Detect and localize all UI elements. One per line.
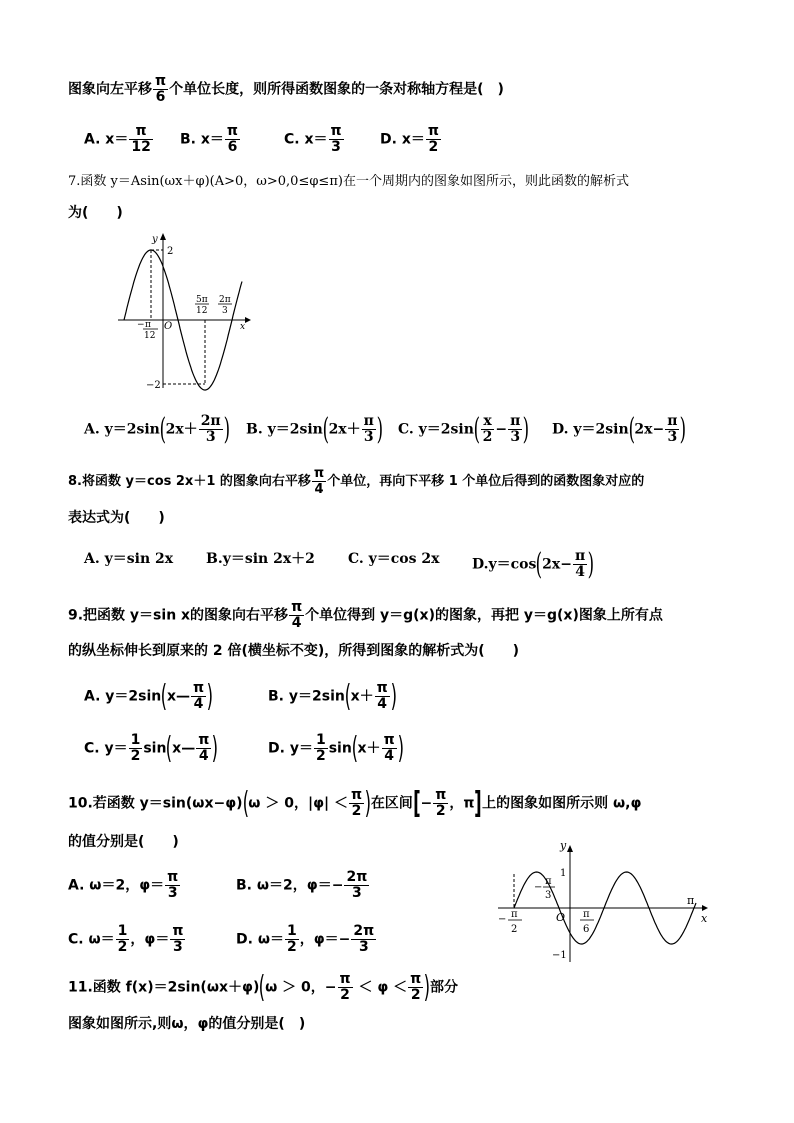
q10-npi2-d: 2: [511, 924, 518, 935]
q6-stem-b: 个单位长度，则所得函数图象的一条对称轴方程是( ): [169, 81, 504, 98]
q6-stem-a: 图象向左平移: [68, 81, 152, 98]
q11-cond-n1: π: [339, 971, 351, 987]
q9-opt-d-label: D. y＝: [268, 740, 313, 757]
q6-opt-d-d: 2: [428, 139, 439, 155]
q11-line1-a: 11.函数 f(x)＝2sin(ωx＋φ): [68, 979, 260, 996]
q7-xr-n: 2π: [219, 295, 231, 305]
q6-option-a: [84, 124, 154, 155]
q10-option-b: [236, 870, 370, 901]
q7-opt-c-d: 2: [482, 429, 493, 445]
q7-y-bottom-label: −2: [146, 380, 161, 391]
q9-opt-c-label: C. y＝: [84, 740, 128, 757]
q9-opt-a-d: 4: [193, 696, 204, 712]
q7-opt-b-label: B. y＝2sin: [246, 421, 323, 438]
q10-opt-d-d: 3: [358, 939, 369, 955]
q6-opt-d-n: π: [427, 123, 439, 139]
q6-option-c: [284, 124, 345, 155]
q8-line1: [68, 466, 644, 497]
q10-opt-b-n: 2π: [346, 869, 368, 885]
q7-opt-a-d: 3: [205, 429, 216, 445]
q7-opt-d-inner: 2x−: [634, 421, 665, 438]
q7-x-arrow: [245, 317, 251, 323]
q9-opt-b-label: B. y＝2sin: [268, 688, 345, 705]
q7-opt-d-d: 3: [667, 429, 678, 445]
q9-opt-d-cd: 2: [315, 748, 326, 764]
q10-npi3-d: 3: [545, 890, 552, 901]
q6-opt-b-label: B. x＝: [180, 131, 224, 148]
q7-opt-d-n: π: [667, 413, 678, 429]
q7-opt-c-d2: 3: [510, 429, 521, 445]
q7-opt-c-n2: π: [510, 413, 521, 429]
q10-opt-c-wn: 1: [117, 923, 128, 939]
q10-opt-d-wn: 1: [286, 923, 297, 939]
q6-opt-c-d: 3: [331, 139, 341, 155]
q8-opt-d-d: 4: [575, 564, 585, 580]
q7-option-b: B. y＝2sin(2x＋ $\frac{\pi}{3}$ ): [246, 411, 383, 447]
q9-option-b: B. y＝2sin(x＋ $\frac{\pi}{4}$ ): [268, 678, 397, 714]
q9-option-c: C. y＝ $\frac{1}{2}$ sin(x— $\frac{\pi}{4}$ ): [84, 730, 219, 766]
q6-opt-b-n: π: [226, 123, 238, 139]
q10-opt-a-n: π: [167, 869, 179, 885]
q7-option-a: A. y＝2sin(2x＋ $\frac{2\pi}{3}$ ): [84, 411, 230, 447]
q8-line1-b: 个单位，再向下平移 1 个单位后得到的函数图象对应的: [327, 474, 645, 489]
q10-opt-c-d: 3: [173, 939, 183, 955]
q8-line1-a: 8.将函数 y＝cos 2x＋1 的图象向右平移: [68, 474, 311, 489]
q8-opt-d-n: π: [574, 548, 586, 564]
q9-opt-c-n: π: [198, 732, 210, 748]
q9-opt-a-label: A. y＝2sin: [84, 688, 162, 705]
q9-line2: 的纵坐标伸长到原来的 2 倍(横坐标不变)，所得到图象的解析式为( ): [68, 643, 520, 659]
q6-opt-a-label: A. x＝: [84, 131, 129, 148]
q7-xm-n: 5π: [196, 295, 208, 305]
q10-npi3-sign: −: [534, 882, 543, 893]
q10-int-n: π: [435, 787, 447, 803]
q9-opt-d-sin: sin: [328, 740, 352, 757]
q6-option-d: [380, 124, 442, 155]
q8-opt-d-inner: 2x−: [542, 556, 572, 573]
q10-opt-d-wd: 2: [286, 939, 297, 955]
q8-option-d: D.y＝cos(2x− $\frac{\pi}{4}$ ): [472, 546, 595, 582]
q7-line1: 7.函数 y＝Asin(ωx＋φ)(A>0，ω>0,0≤φ≤π)在一个周期内的图象如图所示，则此函数的解析式: [68, 174, 629, 189]
q6-opt-c-label: C. x＝: [284, 131, 328, 148]
q10-x-arrow: [702, 905, 708, 911]
q10-int-d: 2: [435, 803, 446, 819]
q8-option-c: C. y＝cos 2x: [348, 551, 440, 567]
q9-opt-a-n: π: [193, 680, 205, 696]
q10-cond-n: π: [351, 787, 363, 803]
q10-opt-c-wd: 2: [117, 939, 128, 955]
q10-cond-d: 2: [351, 803, 362, 819]
q7-option-c: C. y＝2sin( $\frac{x}{2}$ − $\frac{\pi}{3}$ ): [398, 411, 530, 447]
q7-opt-c-n: x: [481, 414, 495, 430]
q10-line1: 10.若函数 y＝sin(ωx−φ)(ω ＞ 0，|φ| ＜ $\frac{\pi}{2}$ )在区间[− $\frac{\pi}{2}$ ，π]上的图象如图所示则 ω,φ: [68, 785, 642, 821]
q9-opt-d-cn: 1: [315, 732, 326, 748]
q10-opt-b-d: 3: [352, 885, 362, 901]
q7-graph: [110, 228, 260, 394]
q9-opt-b-inner: x＋: [350, 688, 374, 705]
q8-frac-d: 4: [314, 482, 324, 497]
q9-opt-b-d: 4: [377, 696, 387, 712]
q7-opt-a-inner: 2x＋: [165, 421, 198, 438]
q7-opt-c-inner: −: [495, 421, 508, 438]
q9-opt-c-cd: 2: [130, 748, 141, 764]
q9-opt-a-inner: x—: [166, 688, 191, 705]
q7-xl-n: π: [145, 320, 151, 330]
q7-xm-d: 12: [196, 306, 208, 316]
q6-frac-n: π: [155, 73, 167, 89]
q11-line2: 图象如图所示,则ω，φ的值分别是( ): [68, 1016, 306, 1032]
q10-line1-c: 上的图象如图所示则 ω,φ: [482, 795, 642, 812]
q11-cond-n2: π: [410, 971, 422, 987]
q9-opt-d-n: π: [383, 732, 395, 748]
q10-opt-c-n: π: [172, 923, 184, 939]
q9-opt-c-d: 4: [198, 748, 209, 764]
q8-frac-n: π: [313, 466, 325, 481]
q7-option-d: D. y＝2sin(2x− $\frac{\pi}{3}$ ): [552, 411, 687, 447]
q10-npi3-n: π: [545, 876, 552, 887]
q10-x-label: x: [701, 912, 708, 925]
q10-opt-c-mid: ，φ＝: [130, 931, 170, 948]
q11-cond-a: ω ＞ 0，−: [265, 979, 337, 996]
q9-line1-b: 个单位得到 y＝g(x)的图象，再把 y＝g(x)图象上所有点: [305, 607, 663, 624]
q7-opt-b-n: π: [363, 413, 374, 429]
q6-opt-a-n: π: [129, 124, 152, 140]
q10-opt-d-mid: ，φ＝−: [299, 931, 351, 948]
q6-option-b: [180, 124, 241, 155]
q9-opt-c-sin: sin: [143, 740, 167, 757]
q10-option-a: [68, 870, 181, 901]
q10-y-label: y: [560, 839, 567, 852]
q11-cond-d1: 2: [340, 987, 350, 1003]
q9-frac-d: 4: [291, 615, 302, 631]
q6-frac: [153, 74, 168, 105]
q9-line1: [68, 600, 663, 631]
q9-opt-c-cn: 1: [130, 732, 141, 748]
q7-y-arrow: [160, 233, 166, 240]
q10-opt-b-label: B. ω＝2，φ＝−: [236, 877, 344, 894]
q10-neg-one-label: −1: [552, 950, 567, 961]
q6-opt-a-d: 12: [131, 139, 151, 155]
q10-int-sign: −: [420, 795, 433, 812]
q10-option-d: [236, 924, 377, 955]
q10-option-c: [68, 924, 186, 955]
q6-opt-c-n: π: [330, 123, 342, 139]
q9-option-a: A. y＝2sin(x— $\frac{\pi}{4}$ ): [84, 678, 214, 714]
q9-option-d: D. y＝ $\frac{1}{2}$ sin(x＋ $\frac{\pi}{4}$ ): [268, 730, 404, 766]
q7-x-label: x: [240, 322, 246, 332]
q7-xl-d: 12: [144, 331, 156, 341]
q9-line1-a: 9.把函数 y＝sin x的图象向右平移: [68, 607, 289, 624]
q10-opt-a-d: 3: [167, 885, 178, 901]
q8-option-a: A. y＝sin 2x: [84, 551, 174, 567]
q9-opt-d-d: 4: [384, 748, 394, 764]
q7-y-label: y: [152, 234, 158, 245]
q7-opt-a-n: 2π: [200, 413, 221, 429]
q10-npi2-n: π: [511, 909, 518, 920]
q6-opt-d-label: D. x＝: [380, 131, 425, 148]
q7-opt-b-d: 3: [363, 429, 374, 445]
q9-opt-c-inner: x—: [172, 740, 196, 757]
q10-int-b: ，π: [449, 795, 475, 812]
q10-pi6-d: 6: [583, 924, 590, 935]
q10-npi2-sign: −: [498, 914, 507, 925]
q7-origin-label: O: [164, 321, 173, 332]
q8-line2: 表达式为( ): [68, 510, 165, 526]
q7-line2: 为( ): [68, 205, 123, 221]
q10-line2: 的值分别是( ): [68, 834, 179, 850]
q7-opt-d-label: D. y＝2sin: [552, 421, 629, 438]
q7-xl-sign: −: [137, 320, 145, 330]
q10-opt-c-label: C. ω＝: [68, 931, 115, 948]
q11-cond-b: ＜ φ ＜: [353, 979, 408, 996]
q10-opt-d-label: D. ω＝: [236, 931, 284, 948]
q7-y-top-label: 2: [167, 246, 174, 257]
q10-opt-d-n: 2π: [353, 923, 375, 939]
q10-pi6-n: π: [583, 909, 590, 920]
q10-line1-b: 在区间: [370, 795, 413, 812]
q6-stem: [68, 74, 504, 105]
q10-opt-a-label: A. ω＝2，φ＝: [68, 877, 165, 894]
q10-y-arrow: [567, 845, 573, 852]
q10-cond-a: ω ＞ 0，|φ| ＜: [248, 795, 349, 812]
q10-graph: [494, 838, 716, 966]
q6-frac-d: 6: [155, 89, 166, 105]
q6-opt-b-d: 6: [227, 139, 238, 155]
q7-opt-b-inner: 2x＋: [328, 421, 361, 438]
q11-line1-b: 部分: [429, 979, 458, 996]
q7-opt-c-label: C. y＝2sin: [398, 421, 474, 438]
q10-pi-label: π: [687, 894, 695, 907]
q9-opt-d-inner: x＋: [357, 740, 381, 757]
q8-option-b: B.y＝sin 2x＋2: [206, 551, 315, 567]
q11-line1: 11.函数 f(x)＝2sin(ωx＋φ)(ω ＞ 0，− $\frac{\pi}{2}$ ＜ φ ＜ $\frac{\pi}{2}$ )部分: [68, 969, 458, 1005]
q7-opt-a-label: A. y＝2sin: [84, 421, 160, 438]
q11-cond-d2: 2: [410, 987, 421, 1003]
q8-opt-d-label: D.y＝cos: [472, 556, 537, 573]
q7-xr-d: 3: [222, 306, 228, 316]
q9-frac-n: π: [291, 599, 303, 615]
q10-one-label: 1: [560, 868, 567, 879]
q10-origin-label: O: [556, 911, 566, 924]
q10-line1-a: 10.若函数 y＝sin(ωx−φ): [68, 795, 243, 812]
q9-opt-b-n: π: [376, 680, 388, 696]
